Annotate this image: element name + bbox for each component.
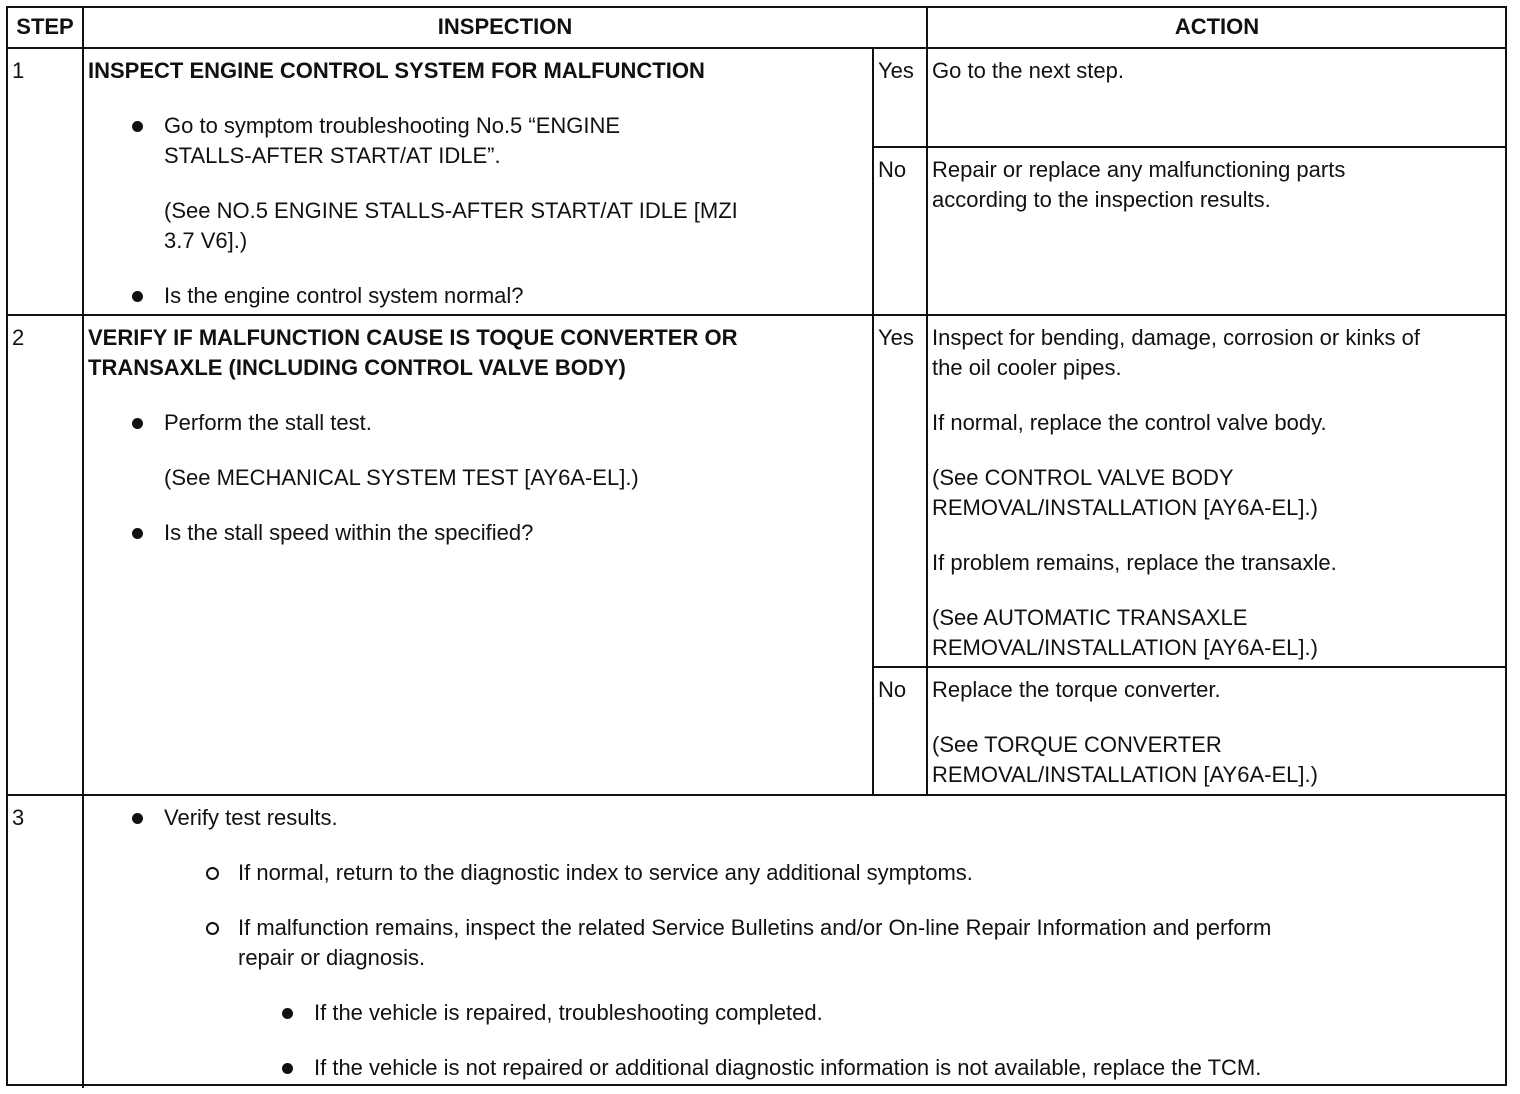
step-number: 1 — [12, 58, 25, 83]
bullet-question: Is the stall speed within the specified? — [164, 518, 533, 548]
yes-label: Yes — [878, 325, 914, 350]
reference-link[interactable]: (See AUTOMATIC TRANSAXLE — [932, 605, 1248, 630]
step2-divider — [6, 794, 1507, 796]
header-inspection: INSPECTION — [437, 14, 573, 39]
reference-link[interactable]: (See MECHANICAL SYSTEM TEST [AY6A-EL].) — [164, 465, 639, 490]
reference-link[interactable]: (See TORQUE CONVERTER — [932, 732, 1222, 757]
reference-link-continued[interactable]: REMOVAL/INSTALLATION [AY6A-EL].) — [932, 635, 1318, 660]
no-action: Repair or replace any malfunctioning parts — [932, 157, 1346, 182]
reference-link[interactable]: (See CONTROL VALVE BODY — [932, 465, 1234, 490]
step-title: VERIFY IF MALFUNCTION CAUSE IS TOQUE CONVERTER OR — [88, 325, 738, 350]
sub-sub-bullet-item: If the vehicle is not repaired or additional diagnostic information is not available, replace the TCM. — [314, 1053, 1261, 1083]
reference-link-continued[interactable]: 3.7 V6].) — [164, 228, 248, 253]
no-label: No — [878, 157, 907, 182]
step2-yes-no-divider — [872, 666, 1507, 668]
yes-no-column-divider — [872, 47, 874, 795]
yes-action: Go to the next step. — [932, 58, 1125, 83]
bullet-item: Go to symptom troubleshooting No.5 “ENGINE — [164, 111, 620, 141]
bullet-question: Is the engine control system normal? — [164, 281, 524, 311]
yes-action: If problem remains, replace the transaxle. — [932, 550, 1337, 575]
reference-link-continued[interactable]: REMOVAL/INSTALLATION [AY6A-EL].) — [932, 762, 1318, 787]
step-title: INSPECT ENGINE CONTROL SYSTEM FOR MALFUNCTION — [88, 58, 705, 83]
action-column-divider — [926, 6, 928, 795]
reference-link-continued[interactable]: REMOVAL/INSTALLATION [AY6A-EL].) — [932, 495, 1318, 520]
no-action: Replace the torque converter. — [932, 677, 1221, 702]
step-number: 3 — [12, 805, 25, 830]
header-action: ACTION — [1174, 14, 1260, 39]
step-number: 2 — [12, 325, 25, 350]
step1-yes-no-divider — [872, 146, 1507, 148]
yes-action-continued: the oil cooler pipes. — [932, 355, 1122, 380]
no-action-continued: according to the inspection results. — [932, 187, 1271, 212]
step-title-continued: TRANSAXLE (INCLUDING CONTROL VALVE BODY) — [88, 355, 626, 380]
yes-action: If normal, replace the control valve body. — [932, 410, 1327, 435]
sub-bullet-item: If malfunction remains, inspect the related Service Bulletins and/or On-line Repair Information and perform — [238, 913, 1271, 943]
sub-bullet-item: If normal, return to the diagnostic index to service any additional symptoms. — [238, 858, 973, 888]
bullet-item: Verify test results. — [164, 803, 338, 833]
reference-link[interactable]: (See NO.5 ENGINE STALLS-AFTER START/AT IDLE [MZI — [164, 198, 738, 223]
step1-divider — [6, 314, 1507, 316]
no-label: No — [878, 677, 907, 702]
yes-label: Yes — [878, 58, 914, 83]
yes-action: Inspect for bending, damage, corrosion or kinks of — [932, 325, 1420, 350]
header-divider — [6, 47, 1507, 49]
step-column-divider — [82, 6, 84, 1088]
bullet-item-continued: STALLS-AFTER START/AT IDLE”. — [164, 143, 501, 168]
sub-sub-bullet-item: If the vehicle is repaired, troubleshooting completed. — [314, 998, 823, 1028]
bullet-item: Perform the stall test. — [164, 408, 372, 438]
sub-bullet-item-continued: repair or diagnosis. — [238, 945, 426, 970]
header-step: STEP — [16, 14, 74, 39]
